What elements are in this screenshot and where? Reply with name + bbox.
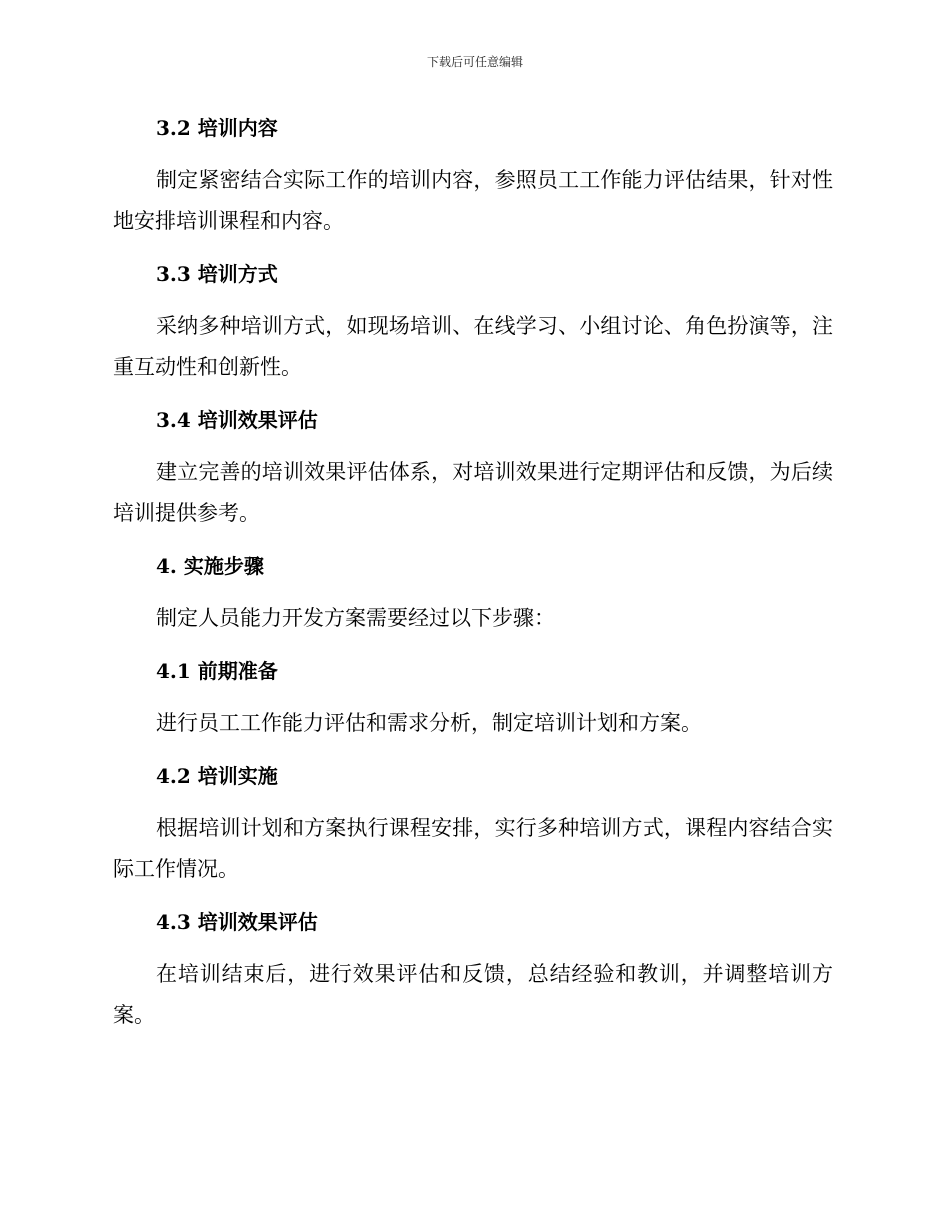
spacer [113,440,833,452]
spacer [113,242,833,254]
section-heading-3-4: 3.4 培训效果评估 [156,408,318,432]
page-header: 下载后可任意编辑 [426,55,523,69]
spacer [113,586,833,598]
spacer [113,691,833,703]
spacer [113,294,833,306]
spacer [113,534,833,546]
spacer [113,796,833,808]
spacer [113,744,833,756]
section-paragraph-4: 制定人员能力开发方案需要经过以下步骤： [156,606,555,630]
section-heading-4: 4. 实施步骤 [156,554,264,578]
section-heading-4-2: 4.2 培训实施 [156,764,278,788]
section-paragraph-4-3: 在培训结束后，进行效果评估和反馈，总结经验和教训，并调整培训方案。 [113,962,833,1027]
section-heading-4-1: 4.1 前期准备 [156,659,278,683]
section-paragraph-3-2: 制定紧密结合实际工作的培训内容，参照员工工作能力评估结果，针对性地安排培训课程和内容。 [113,168,833,233]
spacer [113,890,833,902]
spacer [113,639,833,651]
section-paragraph-3-4: 建立完善的培训效果评估体系，对培训效果进行定期评估和反馈，为后续培训提供参考。 [113,460,833,525]
spacer [113,942,833,954]
document-body [113,108,833,1036]
spacer [113,148,833,160]
section-paragraph-4-2: 根据培训计划和方案执行课程安排，实行多种培训方式，课程内容结合实际工作情况。 [113,816,833,881]
spacer [113,388,833,400]
section-heading-4-3: 4.3 培训效果评估 [156,910,318,934]
section-heading-3-2: 3.2 培训内容 [156,116,278,140]
section-paragraph-4-1: 进行员工工作能力评估和需求分析，制定培训计划和方案。 [156,711,702,735]
section-paragraph-3-3: 采纳多种培训方式，如现场培训、在线学习、小组讨论、角色扮演等，注重互动性和创新性。 [113,314,833,379]
section-heading-3-3: 3.3 培训方式 [156,262,278,286]
